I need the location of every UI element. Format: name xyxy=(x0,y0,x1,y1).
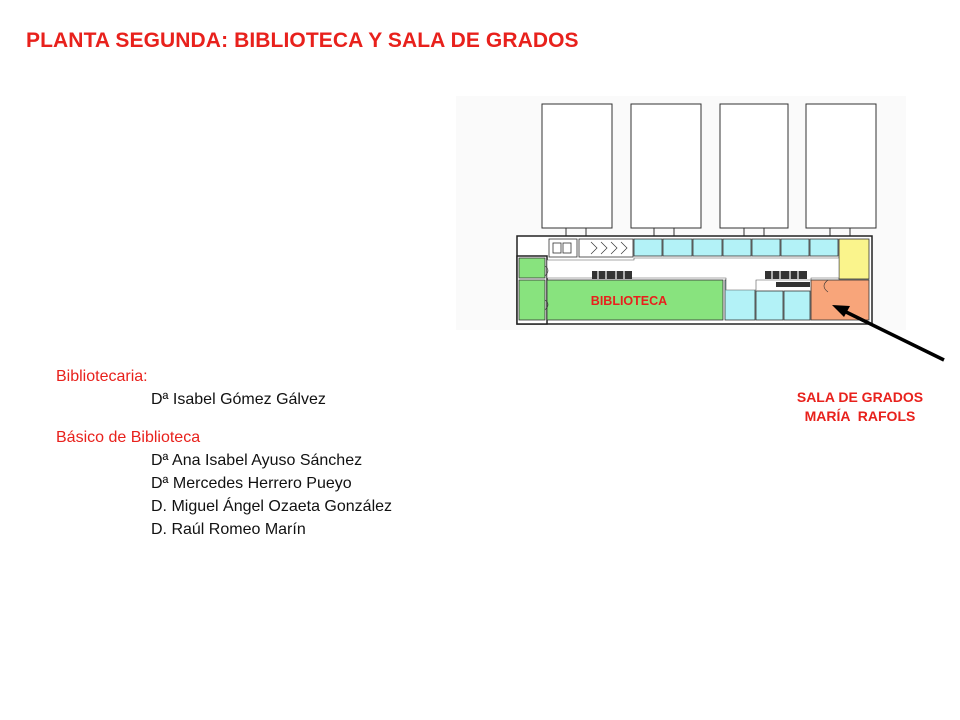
staff-group-basic xyxy=(56,426,392,541)
staff-name: Dª Ana Isabel Ayuso Sánchez xyxy=(151,452,363,469)
sala-de-grados-label xyxy=(760,388,960,426)
upper-block-1 xyxy=(542,104,612,228)
sala-label-line-2: MARÍA RAFOLS xyxy=(804,408,916,424)
role-label: Bibliotecaria: xyxy=(56,368,148,385)
yellow-room xyxy=(839,239,869,279)
library-label: BIBLIOTECA xyxy=(590,294,668,308)
page-title: PLANTA SEGUNDA: BIBLIOTECA Y SALA DE GRADOS xyxy=(26,29,579,52)
staff-name: D. Raúl Romeo Marín xyxy=(151,521,306,538)
staff-list xyxy=(56,365,392,556)
upper-block-4 xyxy=(806,104,876,228)
staff-name: Dª Mercedes Herrero Pueyo xyxy=(151,475,352,492)
staff-name: Dª Isabel Gómez Gálvez xyxy=(151,391,326,408)
upper-block-3 xyxy=(720,104,788,228)
upper-block-2 xyxy=(631,104,701,228)
staff-name: D. Miguel Ángel Ozaeta González xyxy=(151,498,393,515)
role-label: Básico de Biblioteca xyxy=(56,429,201,446)
floor-plan xyxy=(456,96,906,330)
sala-label-line-1: SALA DE GRADOS xyxy=(796,389,924,405)
staff-group-librarian xyxy=(56,365,392,411)
pointer-arrow xyxy=(820,300,950,370)
offices-top xyxy=(634,239,838,256)
